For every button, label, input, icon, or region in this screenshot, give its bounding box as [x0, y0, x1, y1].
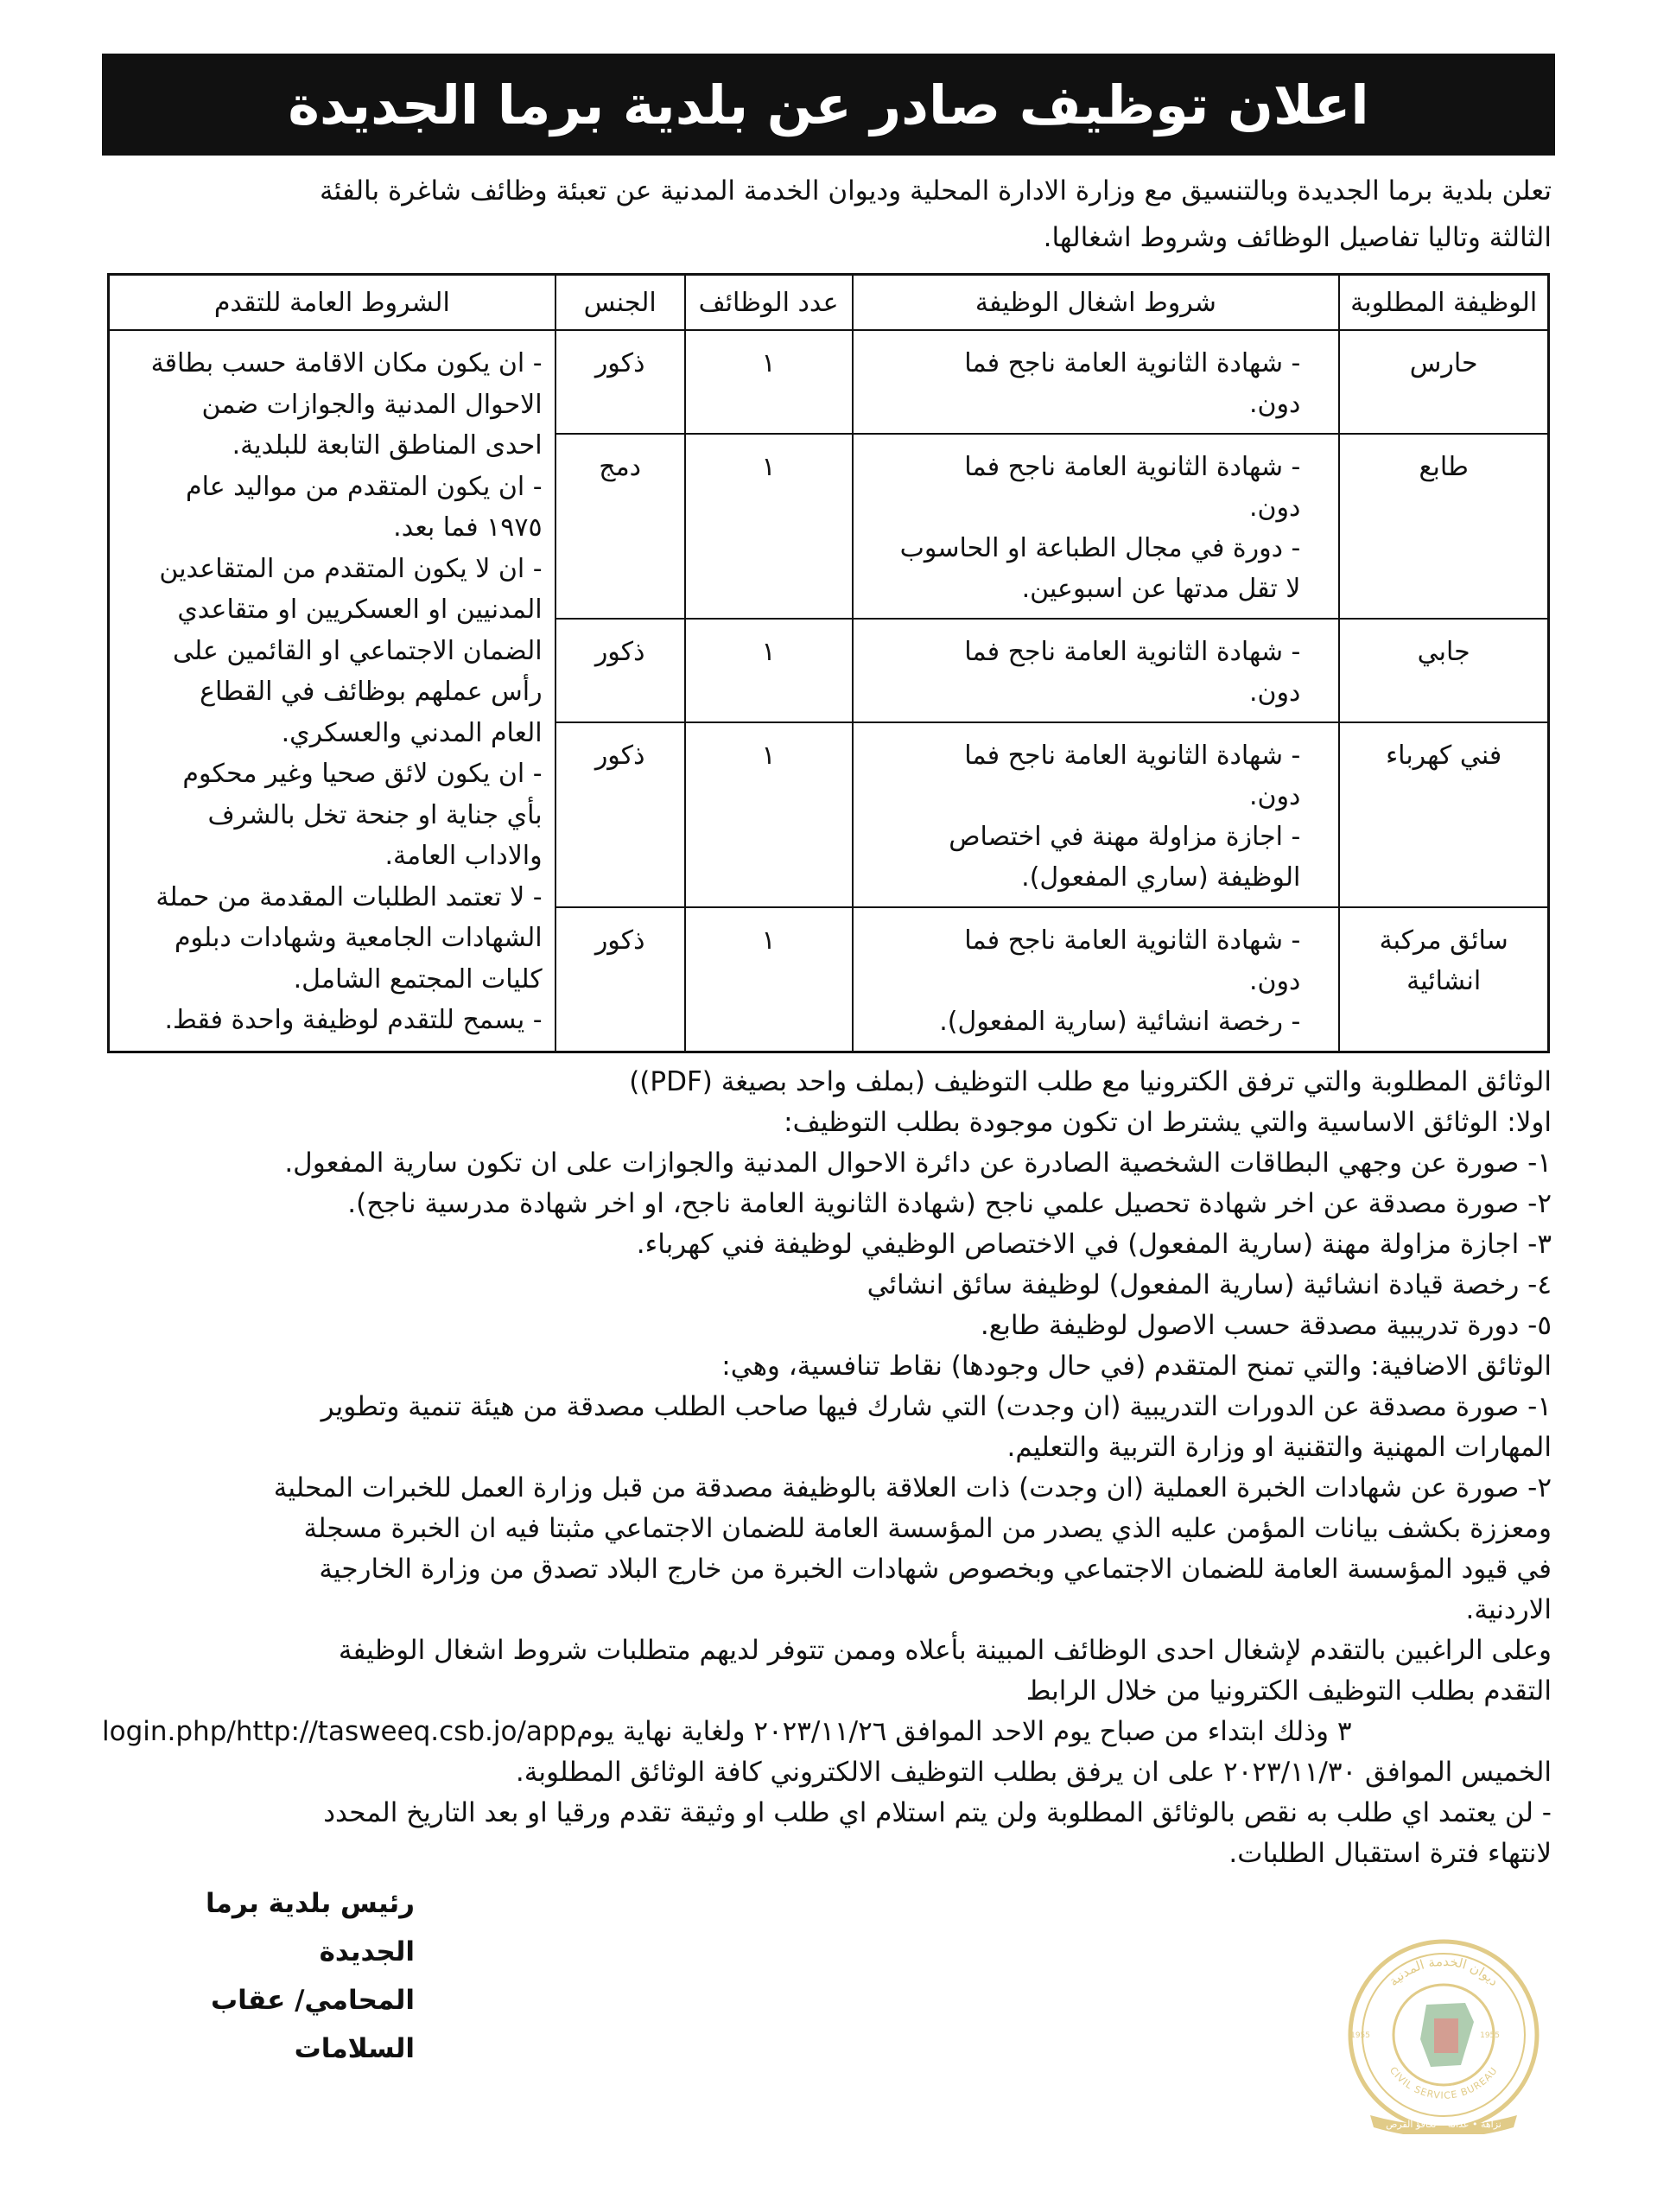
job-cell: فني كهرباء: [1339, 722, 1548, 907]
count-cell: ١: [685, 330, 853, 434]
signature-title: رئيس بلدية برما الجديدة: [206, 1888, 415, 1967]
requirements-cell: - شهادة الثانوية العامة ناجح فما دون. - اجازة مزاولة مهنة في اختصاص الوظيفة (ساري المفعول).: [853, 722, 1340, 907]
seal-year-left: 1955: [1350, 2031, 1370, 2040]
documents-line: التقدم بطلب التوظيف الكترونيا من خلال الرابط: [1025, 1675, 1552, 1707]
documents-line: الوثائق المطلوبة والتي ترفق الكترونيا مع طلب التوظيف (بملف واحد بصيغة (PDF)): [629, 1066, 1552, 1097]
header-requirements: شروط اشغال الوظيفة: [853, 275, 1340, 331]
civil-service-bureau-seal: [1344, 1936, 1543, 2134]
announcement-title: اعلان توظيف صادر عن بلدية برما الجديدة: [102, 54, 1555, 156]
gender-cell: ذكور: [556, 907, 685, 1052]
table-row: [109, 330, 1549, 434]
job-cell: طابع: [1339, 434, 1548, 619]
emblem-icon: [1434, 2018, 1458, 2053]
intro-paragraph: [102, 168, 1555, 261]
seal-motto: نزاهة • عدالة • تكافؤ الفرص: [1386, 2119, 1501, 2130]
general-conditions-cell: - ان يكون مكان الاقامة حسب بطاقة الاحوال المدنية والجوازات ضمن احدى المناطق التابعة للبلدية. - ان يكون المتقدم من مواليد عام ١٩٧٥ فما بعد. - ان لا يكون المتقدم من المتقاعدين المدنيين او العسكريين او متقاعدي الضمان الاجتماعي او القائمين على رأس عملهم بوظائف في القطاع العام المدني والعسكري. - ان يكون لائق صحيا وغير محكوم بأي جناية او جنحة تخل بالشرف والاداب العامة. - لا تعتمد الطلبات المقدمة من حملة الشهادات الجامعية وشهادات دبلوم كليات المجتمع الشامل. - يسمح للتقدم لوظيفة واحدة فقط.: [109, 330, 556, 1052]
documents-line: ٥- دورة تدريبية مصدقة حسب الاصول لوظيفة طابع.: [980, 1310, 1552, 1341]
documents-section: [102, 1062, 1555, 1874]
job-cell: حارس: [1339, 330, 1548, 434]
gender-cell: ذكور: [556, 722, 685, 907]
requirements-cell: - شهادة الثانوية العامة ناجح فما دون.: [853, 619, 1340, 722]
documents-line: الوثائق الاضافية: والتي تمنح المتقدم (في حال وجودها) نقاط تنافسية، وهي:: [721, 1351, 1552, 1382]
requirements-cell: - شهادة الثانوية العامة ناجح فما دون. - رخصة انشائية (سارية المفعول).: [853, 907, 1340, 1052]
header-job: الوظيفة المطلوبة: [1339, 275, 1548, 331]
documents-line: اولا: الوثائق الاساسية والتي يشترط ان تكون موجودة بطلب التوظيف:: [784, 1107, 1552, 1138]
documents-line: ١- صورة مصدقة عن الدورات التدريبية (ان وجدت) التي شارك فيها صاحب الطلب مصدقة من هيئة تنمية وتطوير: [321, 1391, 1552, 1422]
announcement-page: [102, 54, 1555, 1874]
requirements-cell: - شهادة الثانوية العامة ناجح فما دون. - دورة في مجال الطباعة او الحاسوب لا تقل مدتها عن اسبوعين.: [853, 434, 1340, 619]
intro-line: الثالثة وتاليا تفاصيل الوظائف وشروط اشغالها.: [1043, 222, 1552, 253]
documents-line: ٤- رخصة قيادة انشائية (سارية المفعول) لوظيفة سائق انشائي: [867, 1269, 1552, 1300]
header-count: عدد الوظائف: [685, 275, 853, 331]
count-cell: ١: [685, 722, 853, 907]
count-cell: ١: [685, 907, 853, 1052]
job-cell: جابي: [1339, 619, 1548, 722]
header-general-conditions: الشروط العامة للتقدم: [109, 275, 556, 331]
signature-block: [102, 1879, 415, 2073]
gender-cell: ذكور: [556, 619, 685, 722]
gender-cell: دمج: [556, 434, 685, 619]
gender-cell: ذكور: [556, 330, 685, 434]
count-cell: ١: [685, 434, 853, 619]
documents-line: المهارات المهنية والتقنية او وزارة التربية والتعليم.: [1006, 1432, 1552, 1463]
intro-line: تعلن بلدية برما الجديدة وبالتنسيق مع وزارة الادارة المحلية وديوان الخدمة المدنية عن تعبئة وظائف شاغرة بالفئة: [319, 175, 1552, 207]
header-gender: الجنس: [556, 275, 685, 331]
seal-year-right: 1955: [1480, 2031, 1500, 2040]
signature-name: المحامي/ عقاب السلامات: [211, 1985, 415, 2064]
jobs-table: [107, 273, 1550, 1053]
application-link-line: login.php/http://tasweeq.csb.jo/app٣ وذلك ابتداء من صباح يوم الاحد الموافق ٢٠٢٣/١١/٢٦ ولغاية نهاية يوم: [102, 1716, 1352, 1747]
job-cell: سائق مركبة انشائية: [1339, 907, 1548, 1052]
documents-line: ٣- اجازة مزاولة مهنة (سارية المفعول) في الاختصاص الوظيفي لوظيفة فني كهرباء.: [636, 1229, 1552, 1260]
documents-line: الخميس الموافق ٢٠٢٣/١١/٣٠ على ان يرفق بطلب التوظيف الالكتروني كافة الوثائق المطلوبة.: [515, 1757, 1552, 1788]
seal-top-text: ديوان الخدمة المدنية: [1385, 1953, 1502, 1990]
count-cell: ١: [685, 619, 853, 722]
seal-bottom-text: CIVIL SERVICE BUREAU: [1387, 2064, 1501, 2101]
documents-line: الاردنية.: [1465, 1594, 1552, 1625]
documents-line: ٢- صورة عن شهادات الخبرة العملية (ان وجدت) ذات العلاقة بالوظيفة مصدقة من قبل وزارة العمل للخبرات المحلية: [273, 1472, 1552, 1503]
documents-line: - لن يعتمد اي طلب به نقص بالوثائق المطلوبة ولن يتم استلام اي طلب او وثيقة تقدم ورقيا او بعد التاريخ المحدد: [323, 1797, 1552, 1828]
documents-line: ١- صورة عن وجهي البطاقات الشخصية الصادرة عن دائرة الاحوال المدنية والجوازات على ان تكون سارية المفعول.: [284, 1147, 1552, 1179]
table-header-row: [109, 275, 1549, 331]
documents-line: ومعززة بكشف بيانات المؤمن عليه الذي يصدر من المؤسسة العامة للضمان الاجتماعي مثبتا فيه ان الخبرة مسجلة: [303, 1513, 1552, 1544]
documents-line: ٢- صورة مصدقة عن اخر شهادة تحصيل علمي ناجح (شهادة الثانوية العامة ناجح، او اخر شهادة مدرسية ناجح).: [347, 1188, 1552, 1219]
documents-line: لانتهاء فترة استقبال الطلبات.: [1228, 1838, 1552, 1869]
documents-line: في قيود المؤسسة العامة للضمان الاجتماعي وبخصوص شهادات الخبرة من خارج البلاد تصدق من وزارة الخارجية: [319, 1554, 1552, 1585]
requirements-cell: - شهادة الثانوية العامة ناجح فما دون.: [853, 330, 1340, 434]
documents-line: وعلى الراغبين بالتقدم لإشغال احدى الوظائف المبينة بأعلاه وممن تتوفر لديهم متطلبات شروط اشغال الوظيفة: [338, 1635, 1552, 1666]
